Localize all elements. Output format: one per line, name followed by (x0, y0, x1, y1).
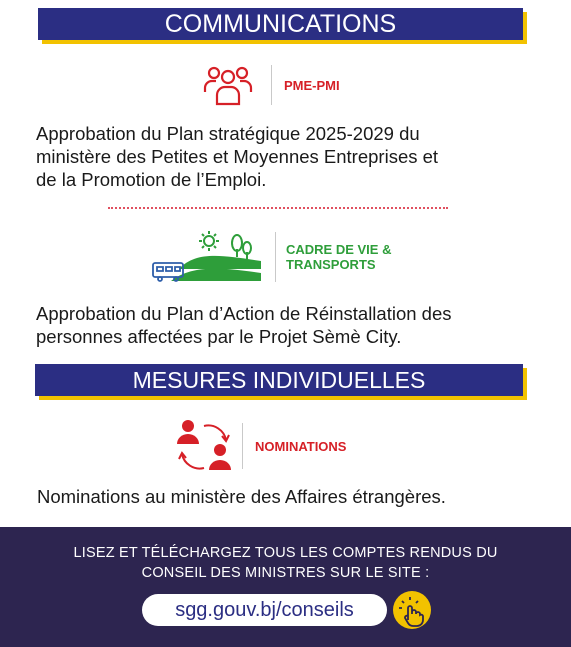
category-label-cadre-de-vie (286, 242, 391, 272)
nominations-paragraph: Nominations au ministère des Affaires étrangères. (37, 486, 446, 507)
footer-line: LISEZ ET TÉLÉCHARGEZ TOUS LES COMPTES RENDUS DU (73, 545, 498, 561)
cadre-de-vie-paragraph (36, 302, 452, 348)
category-separator (271, 65, 272, 105)
category-label-nominations: NOMINATIONS (255, 438, 347, 454)
footer-banner (0, 527, 571, 647)
category-label-pme-pmi: PME-PMI (284, 77, 340, 93)
paragraph-line: ministère des Petites et Moyennes Entreprises et (36, 146, 439, 167)
landscape-bus-icon (151, 229, 263, 285)
category-label-line: CADRE DE VIE & (286, 242, 392, 257)
dotted-divider (108, 207, 448, 212)
group-people-icon (203, 64, 253, 106)
category-separator (275, 232, 276, 282)
click-hand-icon[interactable] (393, 591, 431, 629)
category-pme-pmi (203, 64, 340, 106)
paragraph-line: personnes affectées par le Projet Sèmè City. (36, 326, 402, 347)
paragraph-line: Approbation du Plan d’Action de Réinstallation des (36, 303, 452, 324)
pme-pmi-paragraph (36, 122, 438, 191)
category-nominations (176, 418, 346, 474)
mesures-individuelles-title: MESURES INDIVIDUELLES (132, 367, 426, 393)
footer-text (0, 543, 571, 583)
footer-line: CONSEIL DES MINISTRES SUR LE SITE : (141, 565, 430, 581)
mesures-individuelles-banner (35, 364, 523, 396)
category-label-line: TRANSPORTS (286, 257, 376, 272)
exchange-people-icon (176, 418, 232, 474)
communications-title: COMMUNICATIONS (164, 10, 397, 38)
paragraph-line: Approbation du Plan stratégique 2025-2029 du (36, 123, 420, 144)
site-url-link[interactable]: sgg.gouv.bj/conseils (142, 594, 387, 626)
category-separator (242, 423, 243, 469)
category-cadre-de-vie (151, 228, 391, 286)
paragraph-line: de la Promotion de l’Emploi. (36, 169, 267, 190)
communications-banner (38, 8, 523, 40)
